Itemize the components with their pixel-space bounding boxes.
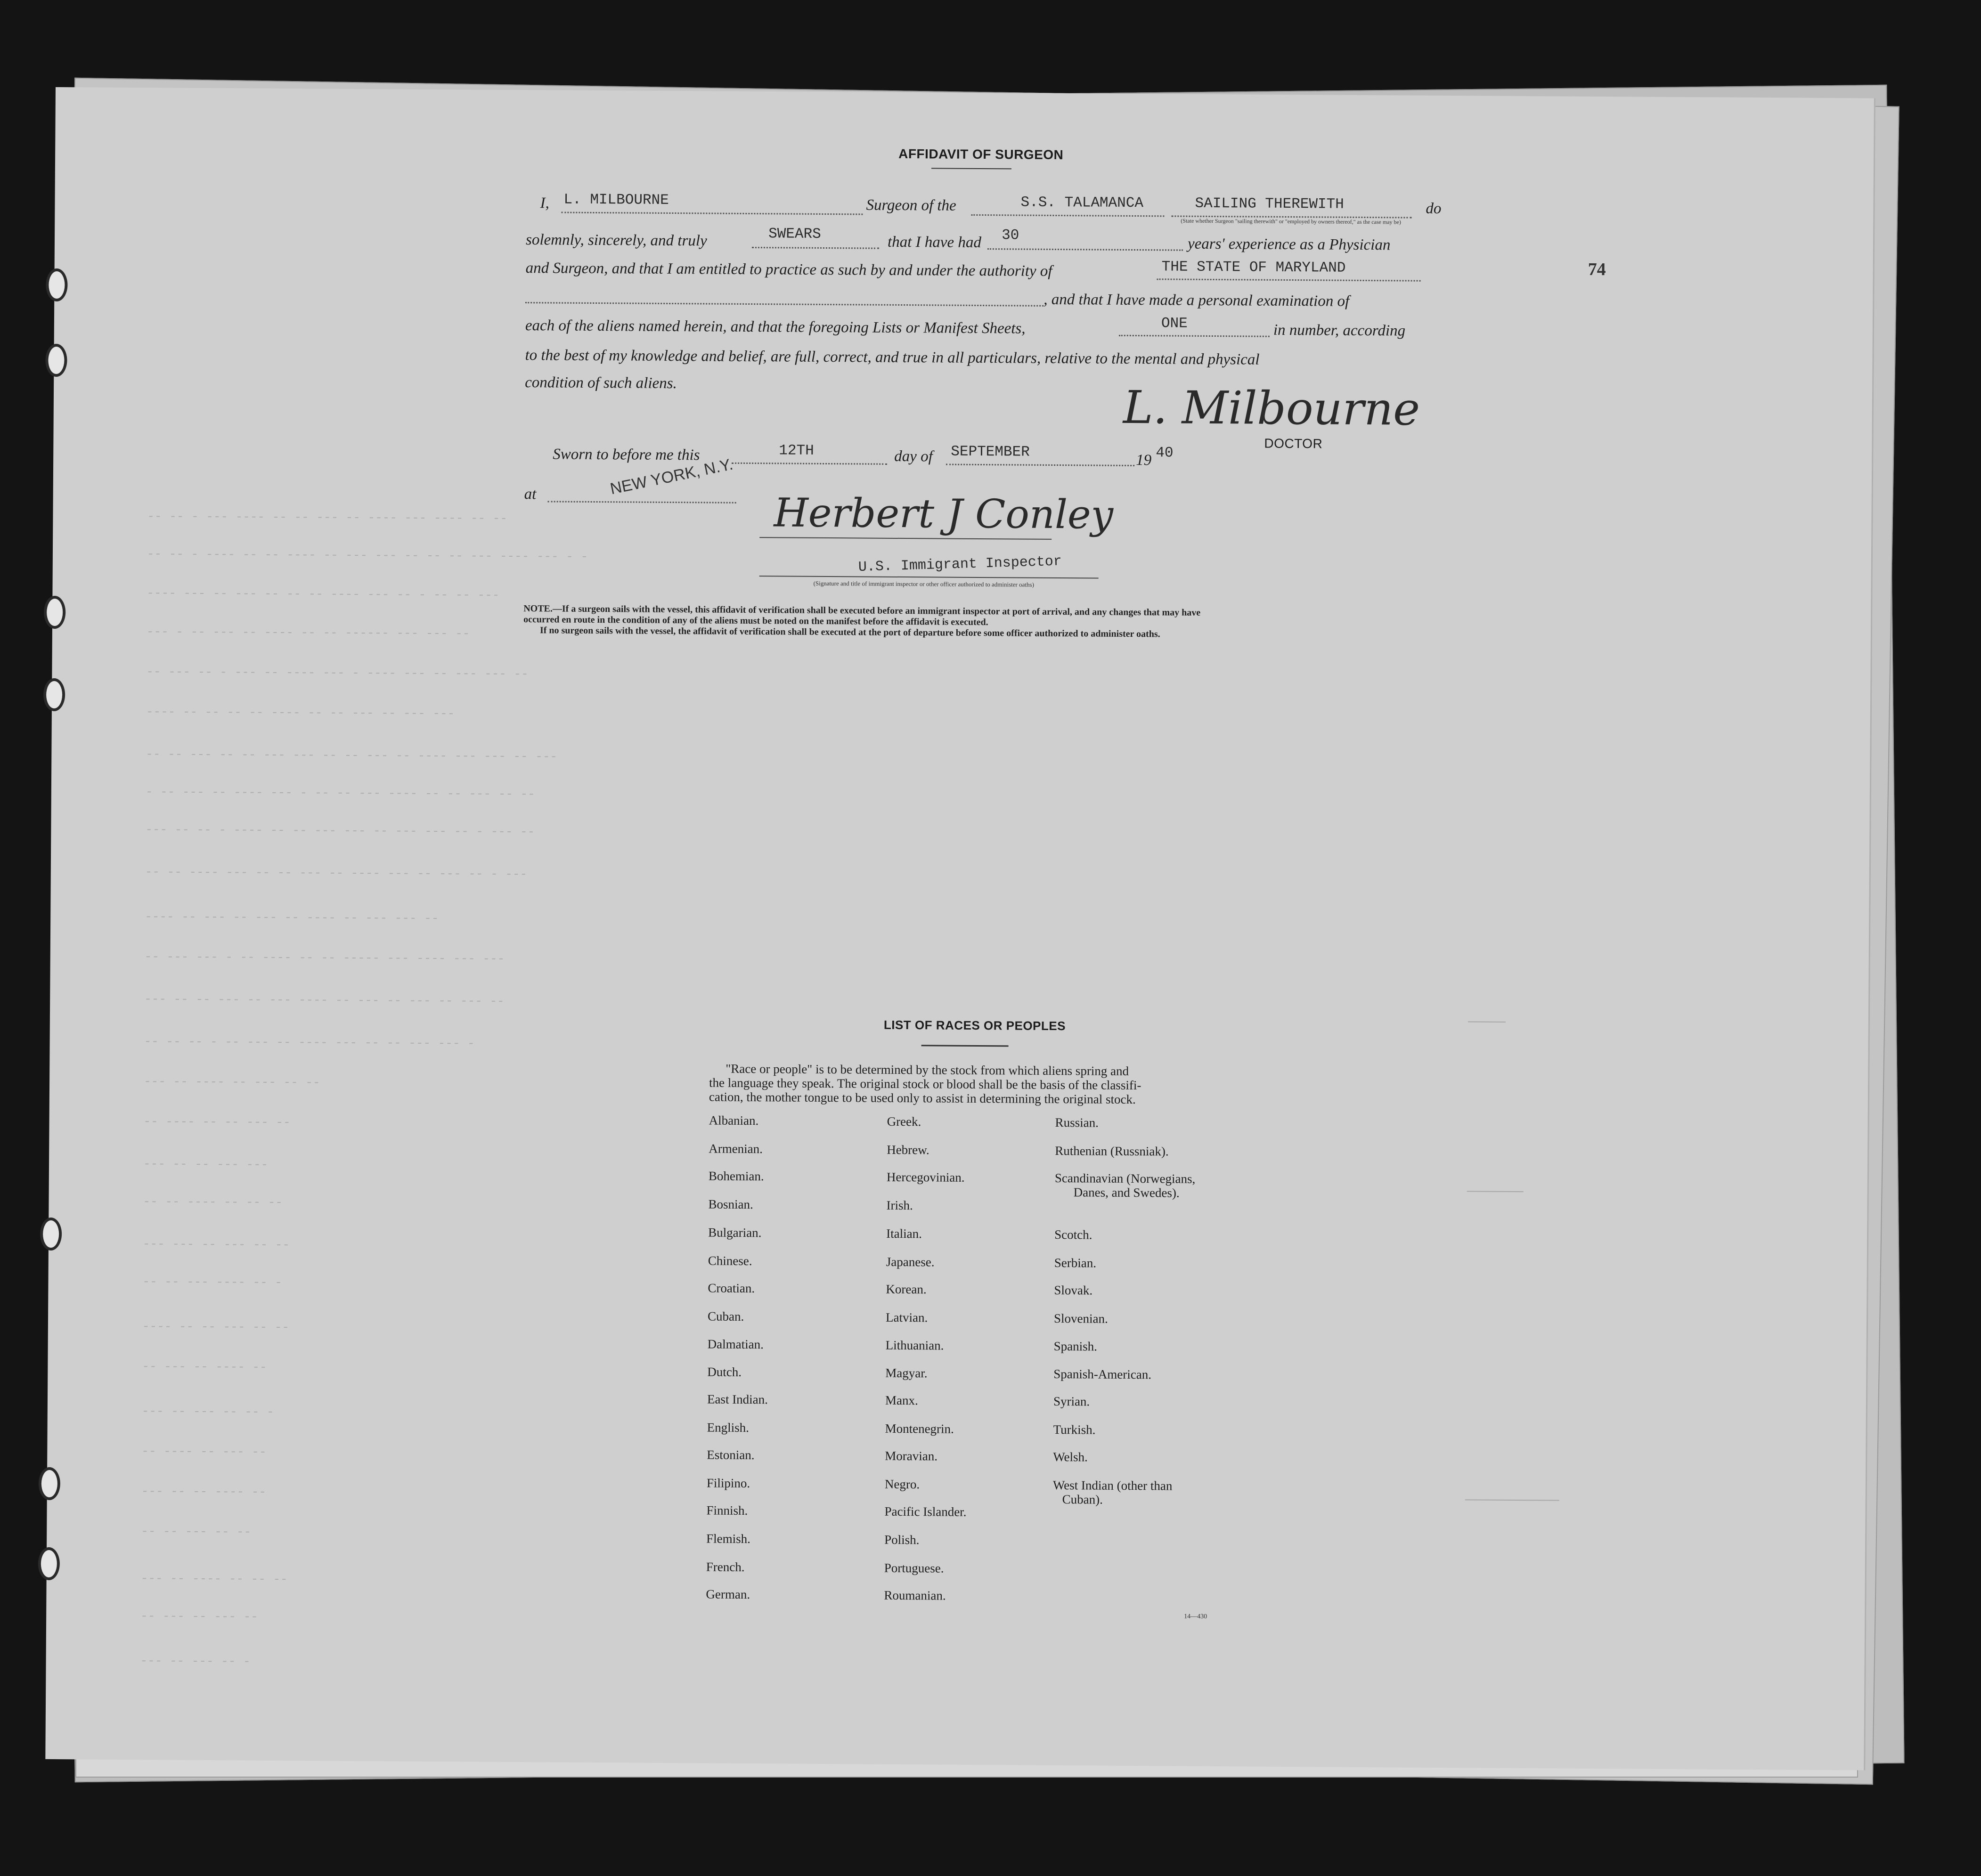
line2-post: years' experience as a Physician <box>1187 235 1391 254</box>
sworn-pre: Sworn to before me this <box>553 446 700 464</box>
inspector-caption: (Signature and title of immigrant inspector or other officer authorized to administer oaths) <box>813 579 1034 588</box>
race-item: Turkish. <box>1053 1422 1096 1437</box>
blank-authority-cont <box>525 302 1043 307</box>
race-item-cont: Danes, and Swedes). <box>1073 1185 1180 1200</box>
form-number: 14—430 <box>1184 1613 1207 1620</box>
race-item: Latvian. <box>885 1310 928 1325</box>
faint-rule-1 <box>1465 1499 1559 1501</box>
blank-place <box>548 501 736 503</box>
race-item: Korean. <box>886 1282 927 1297</box>
sworn-day: 12TH <box>779 442 814 459</box>
oath: SWEARS <box>768 226 821 243</box>
race-item: Hercegovinian. <box>886 1169 965 1185</box>
line5-pre: each of the aliens named herein, and that the foregoing Lists or Manifest Sheets, <box>525 317 1026 337</box>
inspector-title-line <box>759 576 1099 578</box>
blank-sheets <box>1119 335 1270 337</box>
race-item: Chinese. <box>708 1253 752 1268</box>
race-item: Cuban. <box>707 1309 744 1324</box>
race-item: Croatian. <box>708 1281 755 1296</box>
race-item: Serbian. <box>1054 1255 1097 1270</box>
races-intro-line-2: the language they speak. The original stock or blood shall be the basis of the classifi- <box>709 1075 1141 1093</box>
race-item: Italian. <box>886 1226 922 1241</box>
race-item: Filipino. <box>706 1476 750 1491</box>
binder-hole <box>44 596 65 629</box>
sheet-count: ONE <box>1161 315 1188 332</box>
race-item: German. <box>706 1587 750 1602</box>
race-item: Dalmatian. <box>707 1337 764 1352</box>
line7: condition of such aliens. <box>525 374 677 392</box>
race-item: Flemish. <box>706 1531 751 1546</box>
race-item: Japanese. <box>886 1254 935 1269</box>
years-experience: 30 <box>1002 227 1019 244</box>
race-item: Bulgarian. <box>708 1225 762 1240</box>
note-line-3: If no surgeon sails with the vessel, the affidavit of verification shall be executed at the port of departure before some officer authorized to administer oaths. <box>539 625 1160 640</box>
authority: THE STATE OF MARYLAND <box>1161 259 1346 276</box>
binder-hole <box>39 1467 60 1500</box>
race-item: West Indian (other than <box>1052 1478 1173 1493</box>
note-line-2: occurred en route in the condition of any of the aliens must be noted on the manifest before the affidavit is executed. <box>523 614 988 628</box>
line2-pre: solemnly, sincerely, and truly <box>525 231 707 250</box>
races-intro-line-1: "Race or people" is to be determined by the stock from which aliens spring and <box>726 1061 1129 1078</box>
race-item: English. <box>707 1420 749 1435</box>
race-item: Magyar. <box>885 1365 928 1381</box>
race-item: Montenegrin. <box>885 1421 954 1436</box>
race-item: Russian. <box>1055 1115 1099 1130</box>
binder-hole <box>46 268 67 301</box>
race-item: Syrian. <box>1053 1394 1090 1409</box>
race-item: Armenian. <box>709 1141 763 1156</box>
race-item: Spanish-American. <box>1053 1366 1152 1382</box>
title-underline <box>931 168 1011 169</box>
inspector-sig-line <box>759 537 1052 540</box>
blank-authority <box>1157 278 1421 281</box>
race-item: Scandinavian (Norwegians, <box>1054 1170 1196 1186</box>
race-item: Manx. <box>885 1393 918 1408</box>
inspector-title: U.S. Immigrant Inspector <box>858 553 1062 576</box>
manifest-page <box>45 87 1875 1770</box>
race-item: Slovenian. <box>1053 1311 1108 1326</box>
blank-surgeon-name <box>561 212 863 215</box>
line5-post: in number, according <box>1273 321 1406 340</box>
line6: to the best of my knowledge and belief, are full, correct, and true in all particulars, relative to the mental and physical <box>525 347 1260 368</box>
binder-hole <box>40 1218 62 1251</box>
race-item: Slovak. <box>1054 1283 1093 1298</box>
line3-pre: and Surgeon, and that I am entitled to practice as such by and under the authority of <box>525 260 1052 280</box>
page-number: 74 <box>1588 259 1606 280</box>
line1-post: do <box>1426 200 1442 217</box>
status-note: (State whether Surgeon "sailing therewith" or "employed by owners thereof," as the case may be) <box>1181 217 1401 226</box>
blank-years <box>987 248 1183 251</box>
surgeon-title: DOCTOR <box>1264 436 1323 451</box>
faint-rule-3 <box>1468 1021 1506 1022</box>
race-item: Negro. <box>884 1477 920 1492</box>
line4-post: , and that I have made a personal examination of <box>1043 291 1350 310</box>
line1-mid: Surgeon of the <box>866 196 956 214</box>
note-line-1: NOTE.—If a surgeon sails with the vessel, this affidavit of verification shall be executed before an immigrant inspector at port of arrival, and any changes that may have <box>523 603 1201 618</box>
race-item: Finnish. <box>706 1503 748 1518</box>
blank-oath <box>752 247 879 249</box>
race-item: Moravian. <box>885 1448 938 1463</box>
affidavit-title: AFFIDAVIT OF SURGEON <box>898 146 1064 162</box>
race-item: Albanian. <box>709 1113 759 1128</box>
sworn-year-prefix: 19 <box>1136 452 1152 469</box>
vessel-name: S.S. TALAMANCA <box>1020 194 1144 212</box>
surgeon-name: L. MILBOURNE <box>563 191 669 209</box>
race-item: East Indian. <box>707 1392 768 1407</box>
race-item: Spanish. <box>1053 1339 1098 1354</box>
race-item: French. <box>706 1559 745 1574</box>
at-label: at <box>524 486 537 503</box>
race-item: Pacific Islander. <box>884 1504 967 1519</box>
race-item: Greek. <box>887 1114 921 1129</box>
race-item: Dutch. <box>707 1364 742 1379</box>
blank-vessel <box>971 214 1164 217</box>
inspector-signature: Herbert J Conley <box>774 489 1114 538</box>
surgeon-signature: L. Milbourne <box>1123 381 1420 436</box>
sworn-month: SEPTEMBER <box>951 443 1030 461</box>
sworn-mid: day of <box>894 447 933 465</box>
sworn-year: 40 <box>1156 445 1174 462</box>
surgeon-status: SAILING THEREWITH <box>1195 195 1344 213</box>
race-item: Scotch. <box>1054 1227 1092 1242</box>
binder-hole <box>38 1547 60 1580</box>
race-item: Lithuanian. <box>885 1338 944 1353</box>
race-item: Estonian. <box>707 1447 755 1462</box>
race-item: Irish. <box>886 1198 913 1213</box>
races-title-rule <box>921 1045 1009 1047</box>
faint-rule-2 <box>1467 1191 1524 1192</box>
race-item: Ruthenian (Russniak). <box>1055 1144 1169 1159</box>
blank-month <box>946 464 1134 466</box>
binder-hole <box>43 678 65 711</box>
place-stamp: NEW YORK, N.Y. <box>608 455 735 498</box>
race-item: Hebrew. <box>887 1142 929 1157</box>
race-item-cont: Cuban). <box>1062 1492 1103 1507</box>
binder-hole <box>45 344 67 377</box>
race-item: Bohemian. <box>708 1169 764 1184</box>
race-item: Portuguese. <box>884 1560 944 1576</box>
races-title: LIST OF RACES OR PEOPLES <box>883 1017 1066 1033</box>
race-item: Welsh. <box>1053 1449 1088 1464</box>
line2-mid: that I have had <box>887 233 982 252</box>
race-item: Polish. <box>884 1532 920 1547</box>
race-item: Roumanian. <box>884 1588 946 1603</box>
bleed-through-rows: -- -- - --- ---- -- -- --- -- ---- --- ---- -- -- -- -- - ---- -- -- ---- -- --- --- -- -- -- --- ---- --- - - ---- --- -- --- -- -- -- ---- --- -- - -- -- --- --- - -- --- -- ---- -- -- ------ --- --- -- -- --- -- - --- -- ---- --- - ---- --- -- --- --- -- ---- -- -- -- -- ---- -- -- --- -- --- --- -- -- --- -- -- --- --- -- -- --- -- ---- --- --- -- --- - -- --- -- ---- --- - -- -- --- ---- -- -- --- -- -- --- -- -- - ---- -- -- --- --- -- --- --- -- - --- -- -- -- ---- --- -- -- --- -- ---- --- -- --- -- - --- ---- -- --- -- --- -- ---- -- --- --- -- -- --- --- - -- ---- -- -- ----- --- ---- --- --- --- -- -- --- -- --- ---- -- --- -- --- -- --- -- -- -- -- - -- --- -- ---- --- -- -- --- --- - --- -- ---- -- --- -- -- -- ---- -- -- --- -- --- -- -- --- --- -- -- ---- -- -- -- --- --- -- --- -- -- -- -- --- ---- -- - ---- -- -- --- -- -- -- --- -- ---- -- --- -- --- -- -- - -- ---- -- --- -- --- -- -- ---- -- -- -- --- -- -- --- -- ---- -- -- -- -- --- -- --- -- --- -- --- -- - <box>140 509 588 1669</box>
races-intro-line-3: cation, the mother tongue to be used only to assist in determining the original stock. <box>709 1089 1136 1107</box>
blank-day <box>732 463 887 465</box>
race-item: Bosnian. <box>708 1197 753 1212</box>
line1-pre: I, <box>540 195 549 212</box>
